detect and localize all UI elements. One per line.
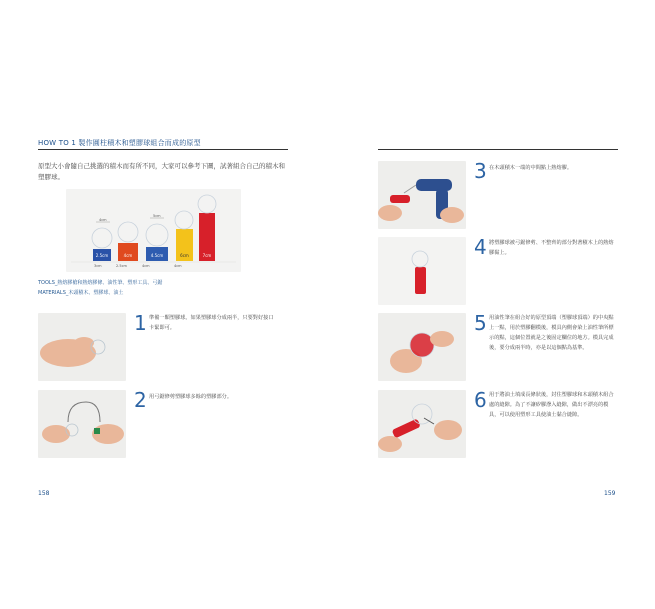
heading-rule <box>38 149 288 150</box>
dim-label: 4cm <box>99 218 107 222</box>
tools-line: TOOLS_熱熔膠槍和熱熔膠條、油性筆、塑形工具、弓鋸 <box>38 280 163 286</box>
dim-label: 3cm <box>94 264 102 268</box>
step-text: 準備一顆塑膠球。如果塑膠球分成兩半，只要對好接口卡緊即可。 <box>149 315 274 331</box>
step-number: 1 <box>134 311 147 335</box>
step-1-photo <box>38 313 126 381</box>
step-3-photo <box>378 161 466 229</box>
step-text: 用油性筆在組合好的原型頂端（塑膠球頂端）的中央點上一點，用於塑膠翻模後，模具內側會染上油性筆所標示的點，這個位置就是之後固定欄位的地方。模具完成後，要分成兩半時，亦是以這個點為基準。 <box>489 315 614 351</box>
step-text: 用弓鋸修剪塑膠球多餘的塑膠部分。 <box>149 394 233 400</box>
howto-heading: HOW TO 1 製作圓柱積木和塑膠球組合而成的原型 <box>38 139 201 147</box>
cylinder-label: 4.5cm <box>150 253 164 258</box>
page-number-left: 158 <box>38 490 50 497</box>
page-number-right: 159 <box>604 490 616 497</box>
dim-label: 5cm <box>153 214 161 218</box>
step-number: 4 <box>474 235 487 259</box>
step-6-photo <box>378 390 466 458</box>
dim-label: 2.5cm <box>116 264 127 268</box>
materials-line: MATERIALS_木頭積木、塑膠球、油土 <box>38 290 124 296</box>
step-number: 6 <box>474 388 487 412</box>
intro-text: 原型大小會隨自己挑選的積木而有所不同，大家可以參考下圖，試著組合自己的積木和塑膠球。 <box>38 162 285 181</box>
cylinder-label: 7cm <box>202 253 212 258</box>
cylinder-label: 6cm <box>180 253 189 258</box>
step-5-photo <box>378 313 466 381</box>
step-number: 2 <box>134 388 147 412</box>
prototype-sizes-photo <box>66 189 241 272</box>
step-text: 在木頭積木一端的中間點上熱熔膠。 <box>489 165 573 171</box>
heading-rule-right <box>378 149 618 150</box>
step-number: 5 <box>474 311 487 335</box>
step-2-photo <box>38 390 126 458</box>
cylinder-label: 2.5cm <box>95 253 109 258</box>
step-text: 用于將油土填成長條狀後，封住塑膠球和木頭積木組合處的縫隙。為了不讓矽膠滲入縫隙，做出不漂亮的模具，可以使用塑形工具使油土黏合縫隙。 <box>489 392 614 418</box>
step-4-photo <box>378 237 466 305</box>
cylinder-label: 4cm <box>123 253 133 258</box>
cylinders-figure <box>66 189 241 272</box>
dim-label: 4cm <box>142 264 150 268</box>
step-text: 將塑膠球被弓鋸修剪、不整齊的部分對著積木上的熱熔膠黏上。 <box>489 240 614 256</box>
dim-label: 4cm <box>174 264 182 268</box>
step-number: 3 <box>474 159 487 183</box>
